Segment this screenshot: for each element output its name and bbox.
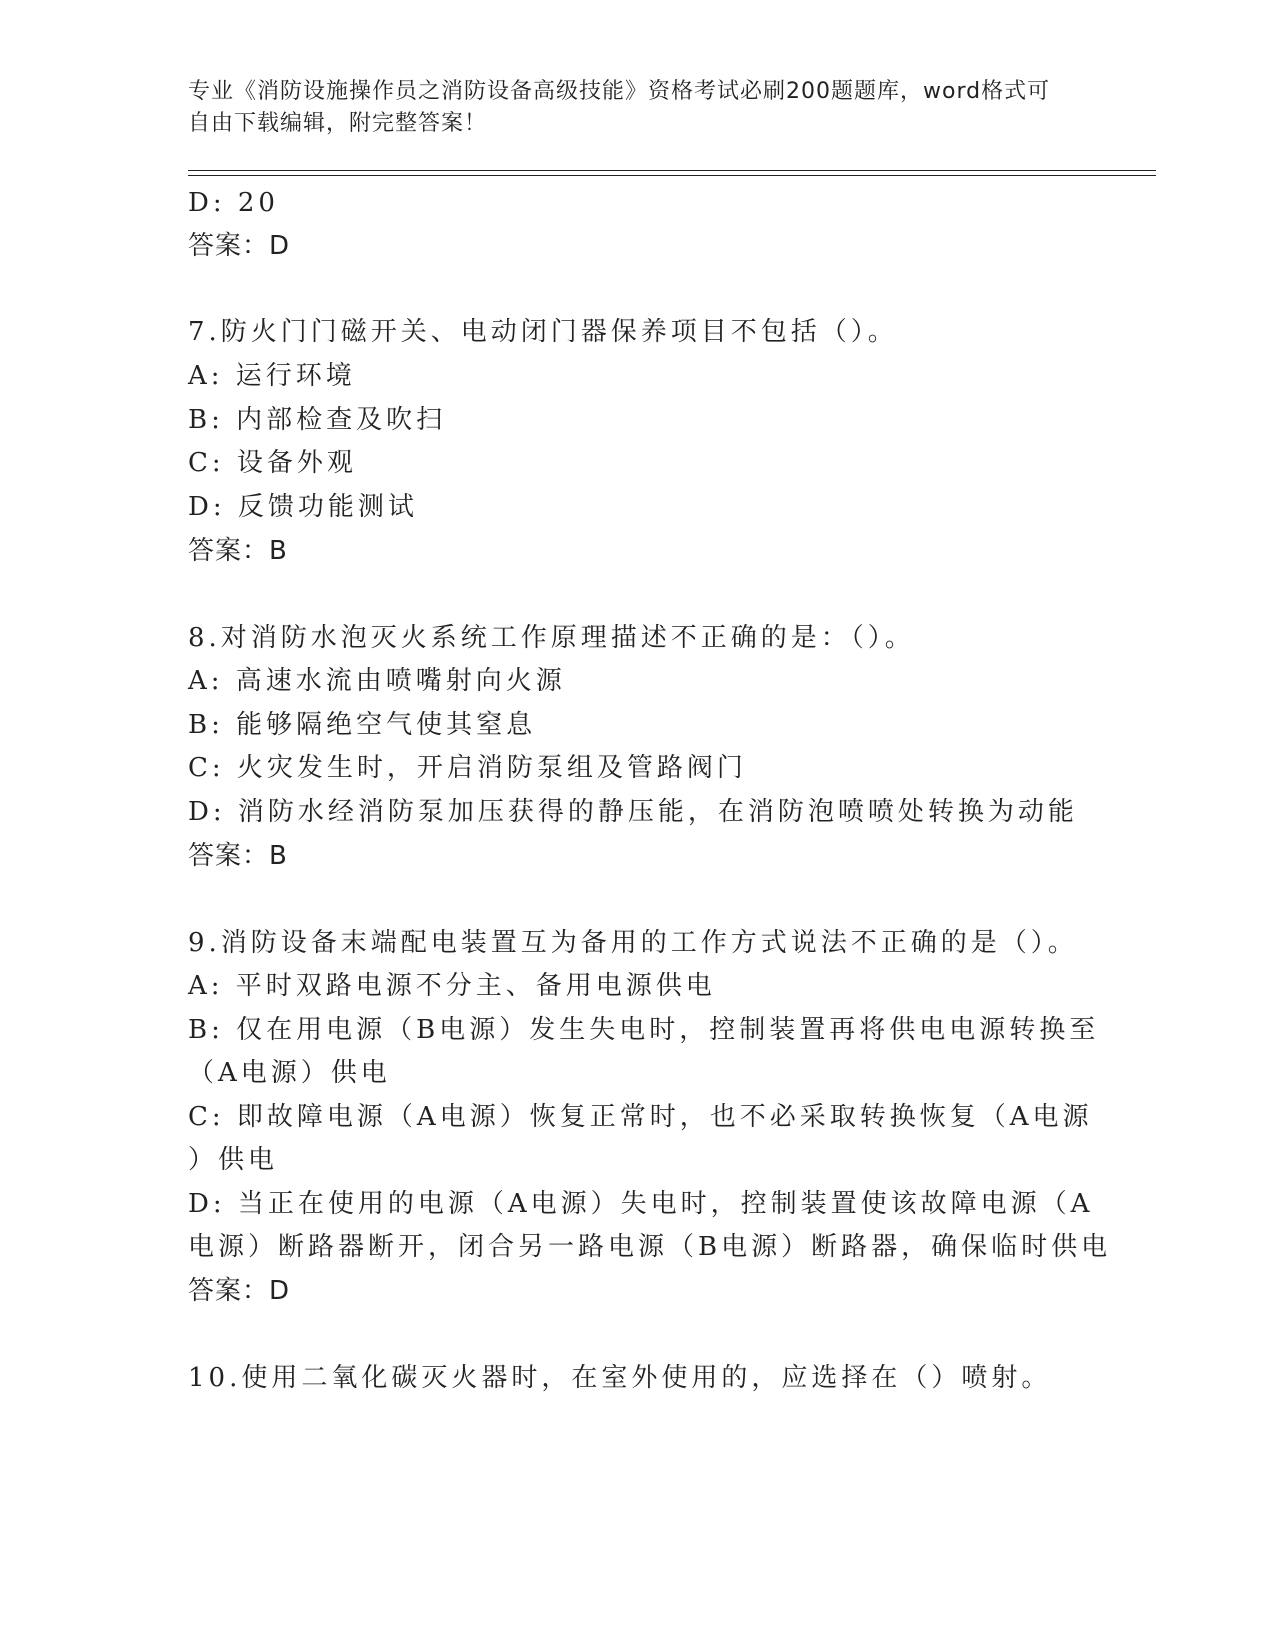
answer: 答案：B xyxy=(188,841,288,871)
option-c: C: 设备外观 xyxy=(188,448,357,478)
question-stem: 10.使用二氧化碳灭火器时，在室外使用的，应选择在（）喷射。 xyxy=(188,1363,1052,1393)
question-stem: 8.对消防水泡灭火系统工作原理描述不正确的是：（）。 xyxy=(188,623,915,653)
answer: 答案：D xyxy=(188,1276,291,1306)
option-a: A: 平时双路电源不分主、备用电源供电 xyxy=(188,971,716,1001)
question-stem: 9.消防设备末端配电装置互为备用的工作方式说法不正确的是（）。 xyxy=(188,928,1078,958)
header-rule-top xyxy=(188,170,1156,171)
prev-answer: 答案：D xyxy=(188,231,291,261)
option-b-continued: （A电源）供电 xyxy=(188,1058,391,1088)
option-c-continued: ）供电 xyxy=(188,1145,279,1175)
question-stem: 7.防火门门磁开关、电动闭门器保养项目不包括（）。 xyxy=(188,317,898,347)
answer: 答案：B xyxy=(188,536,288,566)
option-a: A: 高速水流由喷嘴射向火源 xyxy=(188,666,566,696)
document-header xyxy=(188,76,1068,140)
header-rule-bottom xyxy=(188,175,1156,176)
option-c: C: 即故障电源（A电源）恢复正常时，也不必采取转换恢复（A电源 xyxy=(188,1102,1093,1132)
option-d: D: 当正在使用的电源（A电源）失电时，控制装置使该故障电源（A xyxy=(188,1189,1094,1219)
header-title: 专业《消防设施操作员之消防设备高级技能》资格考试必刷200题题库，word格式可自由下载编辑，附完整答案！ xyxy=(188,79,1051,136)
option-b: B: 能够隔绝空气使其窒息 xyxy=(188,710,537,740)
option-d-continued: 电源）断路器断开，闭合另一路电源（B电源）断路器，确保临时供电 xyxy=(188,1232,1112,1262)
option-d: D: 消防水经消防泵加压获得的静压能，在消防泡喷喷处转换为动能 xyxy=(188,797,1078,827)
option-d: D: 反馈功能测试 xyxy=(188,492,418,522)
option-b: B: 内部检查及吹扫 xyxy=(188,405,447,435)
option-c: C: 火灾发生时，开启消防泵组及管路阀门 xyxy=(188,753,747,783)
option-a: A: 运行环境 xyxy=(188,361,356,391)
prev-option-d: D: 20 xyxy=(188,188,279,218)
option-b: B: 仅在用电源（B电源）发生失电时，控制装置再将供电电源转换至 xyxy=(188,1015,1100,1045)
